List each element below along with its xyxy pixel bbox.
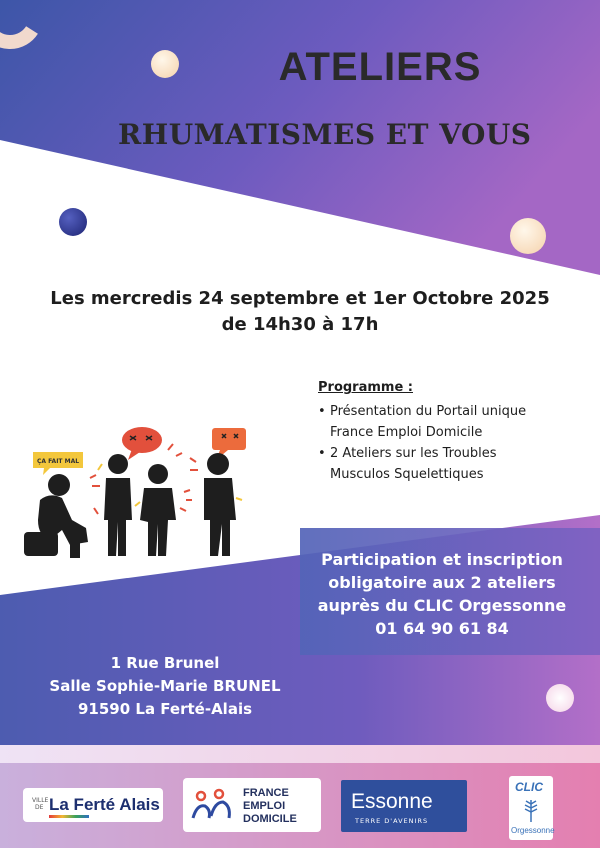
programme-item xyxy=(330,443,526,485)
programme-list xyxy=(318,401,526,485)
circle-navy xyxy=(59,208,87,236)
logo-clic-sub: Orgessonne xyxy=(511,826,555,835)
logo-ferte-stripe xyxy=(49,815,89,818)
logo-ferte-name: La Ferté Alais xyxy=(49,795,160,814)
inscription-line: obligatoire aux 2 ateliers xyxy=(328,573,556,592)
logo-fed-line: FRANCE xyxy=(243,787,289,799)
address-line: 1 Rue Brunel xyxy=(110,654,220,672)
logo-france-emploi-domicile xyxy=(183,778,321,832)
date-line-1: Les mercredis 24 septembre et 1er Octobre 2025 xyxy=(50,288,550,309)
logo-fed-line: EMPLOI xyxy=(243,800,286,812)
address-line: 91590 La Ferté-Alais xyxy=(77,700,253,718)
address-line: Salle Sophie-Marie BRUNEL xyxy=(49,677,281,695)
logo-fed-text xyxy=(243,787,297,826)
programme-section xyxy=(318,380,526,485)
address-block xyxy=(30,652,300,721)
programme-item-line: France Emploi Domicile xyxy=(330,425,483,440)
circle-pink-bottom xyxy=(546,684,574,712)
logo-clic-name: CLIC xyxy=(515,780,543,794)
logo-essonne-name: Essonne xyxy=(351,790,433,813)
logo-clic-orgessonne xyxy=(509,776,553,840)
inscription-line: auprès du CLIC Orgessonne xyxy=(317,596,567,615)
inscription-text xyxy=(292,548,592,640)
inscription-phone: 01 64 90 61 84 xyxy=(375,619,509,638)
logo-essonne-tagline: TERRE D'AVENIRS xyxy=(355,817,429,825)
logo-strip xyxy=(0,745,600,763)
logo-fed-icon xyxy=(191,788,233,822)
logo-la-ferte-alais xyxy=(23,788,163,822)
inscription-line: Participation et inscription xyxy=(321,550,563,569)
programme-item xyxy=(330,401,526,443)
page-title: ATELIERS xyxy=(278,45,482,89)
logo-clic-wheat-icon xyxy=(517,796,545,824)
programme-heading: Programme : xyxy=(318,380,413,395)
page-subtitle: RHUMATISMES ET VOUS xyxy=(118,118,532,151)
logo-ferte-small-1: VILLE xyxy=(32,797,49,804)
illustration-people xyxy=(24,427,246,558)
logo-essonne xyxy=(341,780,467,832)
bubble-text: ÇA FAIT MAL xyxy=(37,458,80,465)
date-line-2: de 14h30 à 17h xyxy=(221,314,379,335)
programme-item-line: • 2 Ateliers sur les Troubles xyxy=(330,446,497,461)
logo-ferte-small-2: DE xyxy=(35,804,44,811)
circle-cream-right xyxy=(510,218,546,254)
logo-fed-line: DOMICILE xyxy=(243,813,297,825)
programme-item-line: • Présentation du Portail unique xyxy=(330,404,527,419)
programme-item-line: Musculos Squelettiques xyxy=(330,467,484,482)
